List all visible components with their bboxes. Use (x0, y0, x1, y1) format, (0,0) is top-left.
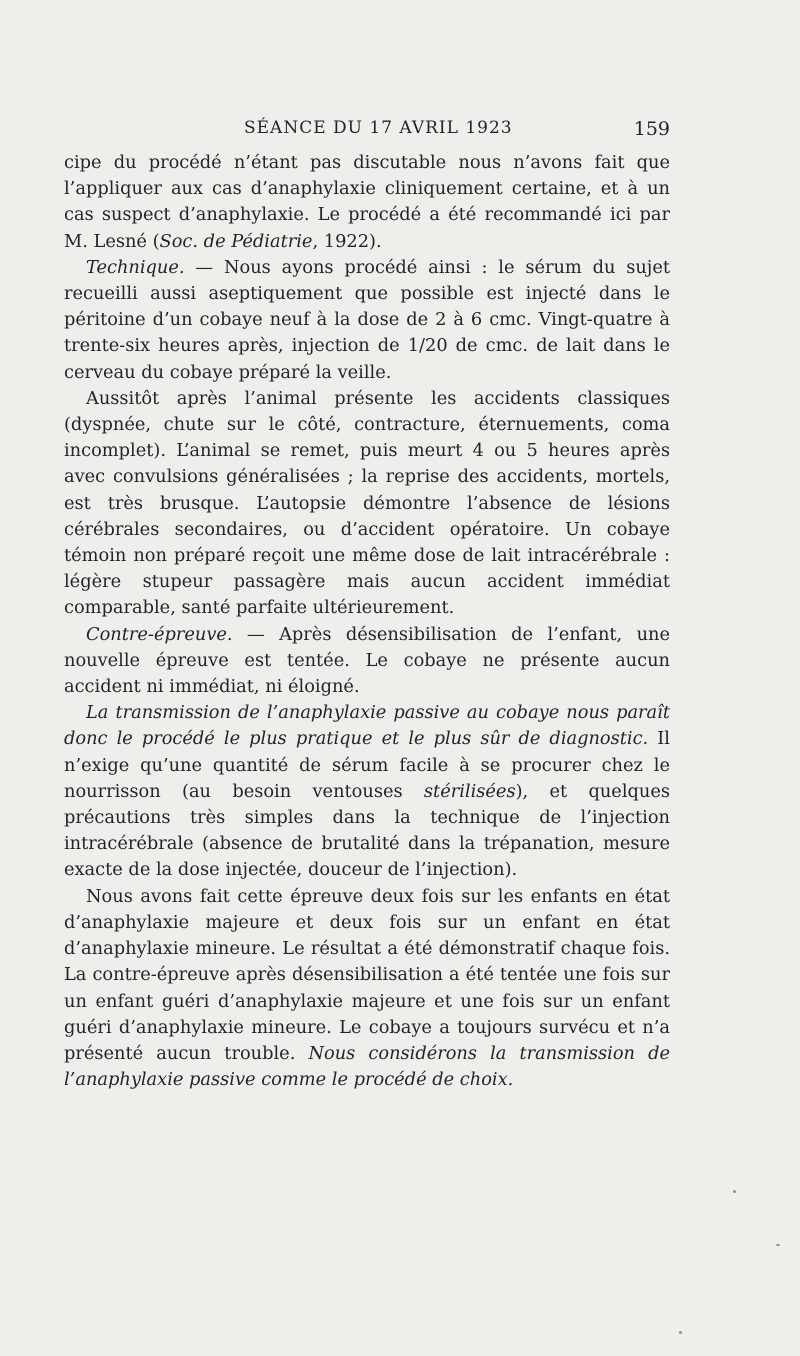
conclusion-text-b: ), et quelques précautions très simples dans la technique de l’injection intracérébrale (absence de brutalité dans la trépanation, mesure exacte de la dose injectée, douceur de l’injection). (64, 780, 670, 881)
running-title: SÉANCE DU 17 AVRIL 1923 (244, 118, 513, 138)
conclusion-text-a: Il n’exige qu’une quantité de sérum facile à se procurer chez le nourrisson (au besoin ventouses (64, 728, 670, 802)
paragraph-1-text: cipe du procédé n’étant pas discutable nous n’avons fait que l’appliquer aux cas d’anaphylaxie cliniquement certaine, et à un cas suspect d’anaphylaxie. Le procédé a été recommandé ici par M. Lesné ( (64, 152, 670, 252)
paragraph-1 (64, 150, 670, 255)
paragraph-results (64, 884, 670, 1094)
page-number: 159 (633, 118, 670, 140)
conclusion-italic: La transmission de l’anaphylaxie passive au cobaye nous paraît donc le procédé le plus pratique et le plus sûr de diagnostic. (64, 702, 670, 750)
running-head (64, 118, 670, 146)
print-speck (679, 1331, 682, 1334)
paragraph-observation-text: Aussitôt après l’animal présente les accidents classiques (dyspnée, chute sur le côté, contracture, éternuements, coma incomplet). L’animal se remet, puis meurt 4 ou 5 heures après avec convulsions généralisées ; la reprise des accidents, mortels, est très brusque. L’autopsie démontre l’absence de lésions cérébrales secondaires, ou d’accident opératoire. Un cobaye témoin non préparé reçoit une même dose de lait intracérébrale : légère stupeur passagère mais aucun accident immédiat comparable, santé parfaite ultérieurement. (64, 387, 670, 619)
print-speck (733, 1190, 736, 1193)
body-text (64, 150, 670, 1093)
paragraph-contre-epreuve-text: — Après désensibilisation de l’enfant, une nouvelle épreuve est tentée. Le cobaye ne présente aucun accident ni immédiat, ni éloigné. (64, 623, 670, 698)
paragraph-observation (64, 386, 670, 622)
citation-journal: Soc. de Pédiatrie (159, 230, 313, 252)
paragraph-technique-text: — Nous ayons procédé ainsi : le sérum du sujet recueilli aussi aseptiquement que possible est injecté dans le péritoine d’un cobaye neuf à la dose de 2 à 6 cmc. Vingt-quatre à trente-six heures après, injection de 1/20 de cmc. de lait dans le cerveau du cobaye préparé la veille. (64, 256, 670, 383)
paragraph-contre-epreuve (64, 622, 670, 701)
section-label-technique: Technique. (86, 256, 185, 278)
paragraph-conclusion (64, 700, 670, 883)
conclusion-italic-sterilisees: stérilisées (423, 780, 516, 802)
print-speck (776, 1244, 780, 1246)
citation-year: , 1922). (312, 230, 382, 252)
paragraph-technique (64, 255, 670, 386)
paragraph-results-text: Nous avons fait cette épreuve deux fois sur les enfants en état d’anaphylaxie majeure et deux fois sur un enfant en état d’anaphylaxie mineure. Le résultat a été démonstratif chaque fois. La contre-épreuve après désensibilisation a été tentée une fois sur un enfant guéri d’anaphylaxie majeure et une fois sur un enfant guéri d’anaphylaxie mineure. Le cobaye a toujours survécu et n’a présenté aucun trouble. (64, 885, 670, 1064)
paragraph-results-italic: Nous considérons la transmission de l’anaphylaxie passive comme le procédé de choix. (64, 1042, 670, 1091)
section-label-contre-epreuve: Contre-épreuve. (86, 623, 233, 645)
